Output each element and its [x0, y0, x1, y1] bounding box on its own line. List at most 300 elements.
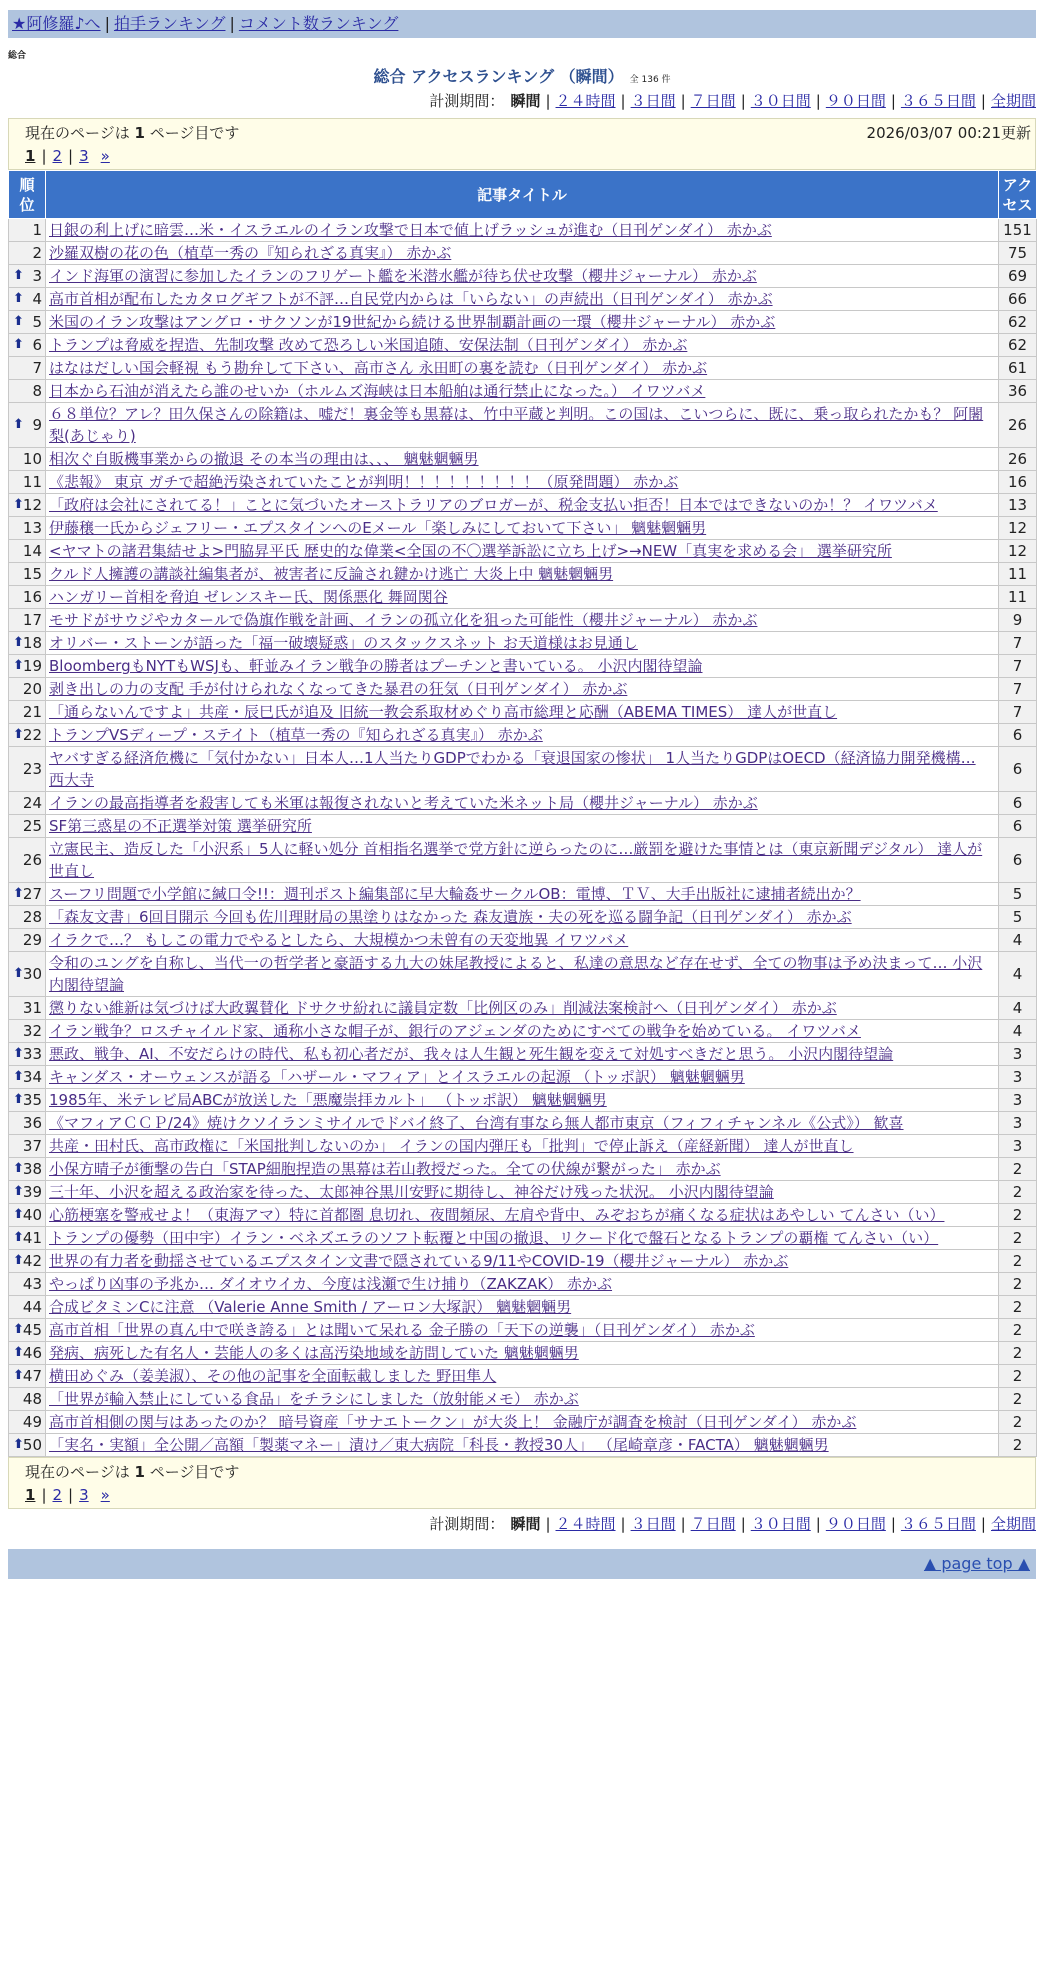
table-row: [9, 1043, 1037, 1066]
access-count: 2: [999, 1434, 1037, 1457]
article-title-link[interactable]: イラクで…？ もしこの電力でやるとしたら、大規模かつ未曾有の天変地異 イワツバメ: [49, 931, 629, 949]
title-cell: [46, 471, 999, 494]
title-cell: [46, 357, 999, 380]
article-title-link[interactable]: 《マフィアＣＣＰ/24》焼けクソイランミサイルでドバイ終了、台湾有事なら無人都市東京（フィフィチャンネル《公式》） 歓喜: [49, 1114, 904, 1132]
rank-cell: [9, 1388, 46, 1411]
pager-next[interactable]: »: [100, 147, 110, 165]
article-title-link[interactable]: スーフリ問題で小学館に緘口令!!：週刊ポスト編集部に早大輪姦サークルOB：電博、ＴＶ、大手出版社に逮捕者続出か？: [49, 885, 861, 903]
rank-number: 46: [22, 1344, 42, 1362]
rank-number: 28: [22, 908, 42, 926]
article-title-link[interactable]: モサドがサウジやカタールで偽旗作戦を計画、イランの孤立化を狙った可能性（櫻井ジャーナル） 赤かぶ: [49, 611, 758, 629]
rank-number: 34: [22, 1068, 42, 1086]
title-cell: [46, 1388, 999, 1411]
article-title-link[interactable]: イラン戦争？ロスチャイルド家、通称小さな帽子が、銀行のアジェンダのためにすべての戦争を始めている。 イワツバメ: [49, 1022, 861, 1040]
article-title-link[interactable]: 沙羅双樹の花の色（植草一秀の『知られざる真実』） 赤かぶ: [49, 244, 452, 262]
rank-number: 6: [32, 336, 42, 354]
updated-time: 2026/03/07 00:21更新: [866, 124, 1031, 142]
period-all[interactable]: 全期間: [990, 1515, 1036, 1533]
table-row: [9, 792, 1037, 815]
pager-page-3[interactable]: 3: [79, 1486, 89, 1504]
table-row: [9, 1273, 1037, 1296]
access-count: 151: [999, 219, 1037, 242]
table-row: [9, 883, 1037, 906]
table-row: [9, 1204, 1037, 1227]
title-cell: [46, 1273, 999, 1296]
rank-up-arrow-icon: ⬆: [13, 1230, 24, 1245]
rank-up-arrow-icon: ⬆: [13, 886, 24, 901]
rank-number: 29: [22, 931, 42, 949]
rank-cell: [9, 471, 46, 494]
period-current: 瞬間: [510, 92, 541, 110]
rank-up-arrow-icon: ⬆: [13, 497, 24, 512]
access-count: 7: [999, 678, 1037, 701]
title-cell: [46, 311, 999, 334]
title-cell: [46, 586, 999, 609]
comment-ranking-link[interactable]: コメント数ランキング: [238, 14, 399, 33]
access-count: 61: [999, 357, 1037, 380]
table-row: [9, 609, 1037, 632]
article-title-link[interactable]: 横田めぐみ（姜美淑）、その他の記事を全面転載しました 野田隼人: [49, 1367, 497, 1385]
rank-cell: [9, 929, 46, 952]
title-cell: [46, 838, 999, 883]
title-cell: [46, 1319, 999, 1342]
rank-cell: [9, 1020, 46, 1043]
rank-cell: [9, 563, 46, 586]
article-title-link[interactable]: トランプは脅威を捏造、先制攻撃 改めて恐ろしい米国追随、安保法制（日刊ゲンダイ） 赤かぶ: [49, 336, 688, 354]
rank-number: 12: [22, 496, 42, 514]
article-title-link[interactable]: やっぱり凶事の予兆か… ダイオウイカ、今度は浅瀬で生け捕り（ZAKZAK） 赤かぶ: [49, 1275, 613, 1293]
article-title-link[interactable]: ハンガリー首相を脅迫 ゼレンスキー氏、関係悪化 舞岡関谷: [49, 588, 448, 606]
article-title-link[interactable]: トランプVSディープ・ステイト（植草一秀の『知られざる真実』） 赤かぶ: [49, 726, 543, 744]
title-cell: [46, 883, 999, 906]
article-title-link[interactable]: SF第三惑星の不正選挙対策 選挙研究所: [49, 817, 312, 835]
rank-cell: [9, 1319, 46, 1342]
access-count: 75: [999, 242, 1037, 265]
period-24h[interactable]: ２４時間: [555, 1515, 616, 1533]
access-count: 6: [999, 724, 1037, 747]
title-cell: [46, 242, 999, 265]
title-cell: [46, 494, 999, 517]
rank-number: 7: [32, 359, 42, 377]
period-label: 計測期間：: [429, 92, 505, 110]
title-cell: [46, 1066, 999, 1089]
rank-cell: [9, 609, 46, 632]
title-cell: [46, 1204, 999, 1227]
rank-cell: [9, 288, 46, 311]
table-row: [9, 586, 1037, 609]
table-row: [9, 540, 1037, 563]
access-count: 2: [999, 1181, 1037, 1204]
rank-number: 4: [32, 290, 42, 308]
access-count: 3: [999, 1043, 1037, 1066]
table-row: [9, 1296, 1037, 1319]
rank-number: 22: [22, 726, 42, 744]
title-cell: [46, 792, 999, 815]
access-count: 2: [999, 1411, 1037, 1434]
article-title-link[interactable]: 日本から石油が消えたら誰のせいか（ホルムズ海峡は日本船舶は通行禁止になった。） イワツバメ: [49, 382, 706, 400]
article-title-link[interactable]: 「政府は会社にされてる！」ことに気づいたオーストラリアのブロガーが、税金支払い拒否！日本ではできないのか！？ イワツバメ: [49, 496, 938, 514]
article-title-link[interactable]: はなはだしい国会軽視 もう勘弁して下さい、高市さん 永田町の裏を読む（日刊ゲンダイ） 赤かぶ: [49, 359, 708, 377]
rank-cell: [9, 403, 46, 448]
article-title-link[interactable]: 悪政、戦争、AI、不安だらけの時代、私も初心者だが、我々は人生観と死生観を変えて対処すべきだと思う。 小沢内閣待望論: [49, 1045, 894, 1063]
article-title-link[interactable]: 「実名・実額」全公開／高額「製薬マネー」漬け／東大病院「科長・教授30人」 （尾崎章彦・FACTA） 魑魅魍魎男: [49, 1436, 829, 1454]
article-title-link[interactable]: 心筋梗塞を警戒せよ！（東海アマ）特に首都圏 息切れ、夜間頻尿、左肩や背中、みぞおちが痛くなる症状はあやしい てんさい（い）: [49, 1206, 945, 1224]
rank-number: 39: [22, 1183, 42, 1201]
access-count: 2: [999, 1250, 1037, 1273]
rank-cell: [9, 1135, 46, 1158]
nav-separator: |: [104, 14, 110, 33]
access-count: 3: [999, 1112, 1037, 1135]
nav-separator: |: [229, 14, 235, 33]
article-title-link[interactable]: 懲りない維新は気づけば大政翼賛化 ドサクサ紛れに議員定数「比例区のみ」削減法案検討へ（日刊ゲンダイ） 赤かぶ: [49, 999, 837, 1017]
rank-number: 13: [22, 519, 42, 537]
table-row: [9, 563, 1037, 586]
table-row: [9, 906, 1037, 929]
access-count: 3: [999, 1089, 1037, 1112]
title-cell: [46, 517, 999, 540]
access-count: 3: [999, 1135, 1037, 1158]
rank-number: 16: [22, 588, 42, 606]
title-cell: [46, 1181, 999, 1204]
article-title-link[interactable]: 高市首相が配布したカタログギフトが不評…自民党内からは「いらない」の声続出（日刊ゲンダイ） 赤かぶ: [49, 290, 773, 308]
period-90d[interactable]: ９０日間: [825, 1515, 886, 1533]
rank-up-arrow-icon: ⬆: [13, 417, 24, 432]
table-row: [9, 1434, 1037, 1457]
pager-next[interactable]: »: [100, 1486, 110, 1504]
article-title-link[interactable]: キャンダス・オーウェンスが語る「ハザール・マフィア」とイスラエルの起源 （トッポ訳） 魑魅魍魎男: [49, 1068, 745, 1086]
period-7d[interactable]: ７日間: [690, 1515, 736, 1533]
table-row: [9, 380, 1037, 403]
table-row: [9, 1135, 1037, 1158]
rank-up-arrow-icon: ⬆: [13, 1345, 24, 1360]
access-count: 2: [999, 1204, 1037, 1227]
period-label: 計測期間：: [429, 1515, 505, 1533]
rank-cell: [9, 997, 46, 1020]
period-7d[interactable]: ７日間: [690, 92, 736, 110]
rank-cell: [9, 883, 46, 906]
access-count: 4: [999, 952, 1037, 997]
access-count: 36: [999, 380, 1037, 403]
table-header-row: [9, 171, 1037, 219]
table-row: [9, 997, 1037, 1020]
access-count: 6: [999, 838, 1037, 883]
table-row: [9, 1089, 1037, 1112]
rank-cell: [9, 1181, 46, 1204]
rank-number: 14: [22, 542, 42, 560]
rank-number: 33: [22, 1045, 42, 1063]
title-cell: [46, 1296, 999, 1319]
period-30d[interactable]: ３０日間: [750, 1515, 811, 1533]
title-cell: [46, 929, 999, 952]
access-count: 2: [999, 1388, 1037, 1411]
access-count: 2: [999, 1273, 1037, 1296]
rank-cell: [9, 838, 46, 883]
rank-up-arrow-icon: ⬆: [13, 314, 24, 329]
title-cell: [46, 1135, 999, 1158]
page-title-line: [8, 64, 1036, 84]
article-title-link[interactable]: 1985年、米テレビ局ABCが放送した「悪魔崇拝カルト」 （トッポ訳） 魑魅魍魎男: [49, 1091, 607, 1109]
pager-page-2[interactable]: 2: [52, 1486, 63, 1504]
table-row: [9, 265, 1037, 288]
title-cell: [46, 1365, 999, 1388]
title-cell: [46, 1043, 999, 1066]
title-cell: [46, 1434, 999, 1457]
access-count: 2: [999, 1227, 1037, 1250]
rank-column-header: 順位: [9, 171, 46, 219]
access-count: 5: [999, 883, 1037, 906]
table-row: [9, 1250, 1037, 1273]
bottom-bar: [8, 1549, 1036, 1579]
rank-cell: [9, 1204, 46, 1227]
table-row: [9, 701, 1037, 724]
article-title-link[interactable]: 高市首相「世界の真ん中で咲き誇る」とは聞いて呆れる 金子勝の「天下の逆襲」（日刊ゲンダイ） 赤かぶ: [49, 1321, 755, 1339]
title-cell: [46, 288, 999, 311]
rank-number: 24: [22, 794, 42, 812]
rank-up-arrow-icon: ⬆: [13, 727, 24, 742]
rank-number: 20: [22, 680, 42, 698]
table-row: [9, 1342, 1037, 1365]
table-row: [9, 334, 1037, 357]
rank-cell: [9, 265, 46, 288]
table-row: [9, 1158, 1037, 1181]
access-count: 9: [999, 609, 1037, 632]
article-title-link[interactable]: 高市首相側の関与はあったのか？ 暗号資産「サナエトークン」が大炎上！ 金融庁が調査を検討（日刊ゲンダイ） 赤かぶ: [49, 1413, 857, 1431]
page-top-link[interactable]: ▲ page top ▲: [923, 1554, 1030, 1573]
rank-number: 40: [22, 1206, 42, 1224]
period-3d[interactable]: ３日間: [630, 1515, 676, 1533]
period-3d[interactable]: ３日間: [630, 92, 676, 110]
table-row: [9, 1411, 1037, 1434]
access-count: 12: [999, 540, 1037, 563]
pager-page-2[interactable]: 2: [52, 147, 63, 165]
rank-number: 9: [32, 416, 42, 434]
period-30d[interactable]: ３０日間: [750, 92, 811, 110]
rank-cell: [9, 655, 46, 678]
rank-up-arrow-icon: ⬆: [13, 1368, 24, 1383]
title-cell: [46, 334, 999, 357]
current-page-text: 現在のページは 1 ページ目です: [25, 124, 240, 142]
rank-up-arrow-icon: ⬆: [13, 291, 24, 306]
article-title-link[interactable]: 共産・田村氏、高市政権に「米国批判しないのか」 イランの国内弾圧も「批判」で停止訴え（産経新聞） 達人が世直し: [49, 1137, 854, 1155]
access-count: 6: [999, 792, 1037, 815]
rank-cell: [9, 1158, 46, 1181]
access-count: 4: [999, 929, 1037, 952]
title-cell: [46, 1158, 999, 1181]
title-cell: [46, 701, 999, 724]
pager-current: 1: [25, 147, 36, 165]
title-cell: [46, 1227, 999, 1250]
rank-number: 50: [22, 1436, 42, 1454]
table-row: [9, 1388, 1037, 1411]
access-count: 26: [999, 403, 1037, 448]
page-title: 総合 アクセスランキング （瞬間）: [373, 67, 624, 86]
ranking-body: [9, 219, 1037, 1457]
rank-number: 17: [22, 611, 42, 629]
article-title-link[interactable]: 発病、病死した有名人・芸能人の多くは高汚染地域を訪問していた 魑魅魍魎男: [49, 1344, 579, 1362]
rank-number: 11: [22, 473, 42, 491]
article-title-link[interactable]: クルド人擁護の講談社編集者が、被害者に反論され鍵かけ逃亡 大炎上中 魑魅魍魎男: [49, 565, 614, 583]
pager-bottom: 1 | 2 | 3 »: [25, 1486, 110, 1504]
rank-cell: [9, 632, 46, 655]
article-title-link[interactable]: 令和のユングを自称し、当代一の哲学者と豪語する九大の妹尾教授によると、私達の意思など存在せず、全ての物事は予め決まって… 小沢内閣待望論: [49, 954, 983, 994]
rank-up-arrow-icon: ⬆: [13, 966, 24, 981]
rank-cell: [9, 792, 46, 815]
title-cell: [46, 563, 999, 586]
article-title-link[interactable]: 「世界が輸入禁止にしている食品」をチラシにしました（放射能メモ） 赤かぶ: [49, 1390, 579, 1408]
table-row: [9, 1112, 1037, 1135]
article-title-link[interactable]: 伊藤穣一氏からジェフリー・エプスタインへのEメール「楽しみにしておいて下さい」 魑魅魍魎男: [49, 519, 707, 537]
rank-cell: [9, 380, 46, 403]
article-title-link[interactable]: 立憲民主、造反した「小沢系」5人に軽い処分 首相指名選挙で党方針に逆らったのに…厳罰を避けた事情とは（東京新聞デジタル） 達人が世直し: [49, 840, 983, 880]
rank-number: 3: [32, 267, 42, 285]
article-title-link[interactable]: オリバー・ストーンが語った「福一破壊疑惑」のスタックスネット お天道様はお見通し: [49, 634, 638, 652]
rank-cell: [9, 1273, 46, 1296]
rank-cell: [9, 815, 46, 838]
article-title-link[interactable]: ヤバすぎる経済危機に「気付かない」日本人…1人当たりGDPでわかる「衰退国家の惨状」 1人当たりGDPはOECD（経済協力開発機構… 西大寺: [49, 749, 976, 789]
table-row: [9, 448, 1037, 471]
title-cell: [46, 1089, 999, 1112]
rank-up-arrow-icon: ⬆: [13, 1184, 24, 1199]
rank-up-arrow-icon: ⬆: [13, 1069, 24, 1084]
access-count: 16: [999, 471, 1037, 494]
rank-number: 26: [22, 851, 42, 869]
clap-ranking-link[interactable]: 拍手ランキング: [113, 14, 226, 33]
rank-cell: [9, 1296, 46, 1319]
rank-up-arrow-icon: ⬆: [13, 658, 24, 673]
rank-number: 37: [22, 1137, 42, 1155]
rank-number: 15: [22, 565, 42, 583]
rank-number: 32: [22, 1022, 42, 1040]
rank-number: 5: [32, 313, 42, 331]
article-title-link[interactable]: 三十年、小沢を超える政治家を待った、太郎神谷黒川安野に期待し、神谷だけ残った状況。 小沢内閣待望論: [49, 1183, 774, 1201]
access-count: 11: [999, 563, 1037, 586]
access-count: 4: [999, 1020, 1037, 1043]
rank-cell: [9, 242, 46, 265]
rank-number: 47: [22, 1367, 42, 1385]
access-count: 3: [999, 1066, 1037, 1089]
title-cell: [46, 448, 999, 471]
access-count: 11: [999, 586, 1037, 609]
article-title-link[interactable]: インド海軍の演習に参加したイランのフリゲート艦を米潜水艦が待ち伏せ攻撃（櫻井ジャーナル） 赤かぶ: [49, 267, 757, 285]
rank-number: 45: [22, 1321, 42, 1339]
rank-number: 1: [32, 221, 42, 239]
article-title-link[interactable]: 合成ビタミンCに注意 （Valerie Anne Smith / アーロン大塚訳） 魑魅魍魎男: [49, 1298, 572, 1316]
article-title-link[interactable]: 世界の有力者を動揺させているエプスタイン文書で隠されている9/11やCOVID-19（櫻井ジャーナル） 赤かぶ: [49, 1252, 789, 1270]
title-cell: [46, 952, 999, 997]
rank-number: 42: [22, 1252, 42, 1270]
rank-number: 27: [22, 885, 42, 903]
title-column-header: 記事タイトル: [46, 171, 999, 219]
title-cell: [46, 540, 999, 563]
access-count: 4: [999, 997, 1037, 1020]
title-cell: [46, 632, 999, 655]
title-cell: [46, 1342, 999, 1365]
period-all[interactable]: 全期間: [990, 92, 1036, 110]
table-row: [9, 838, 1037, 883]
title-cell: [46, 1112, 999, 1135]
table-row: [9, 1319, 1037, 1342]
article-title-link[interactable]: 小保方晴子が衝撃の告白「STAP細胞捏造の黒幕は若山教授だった。全ての伏線が繋がった」 赤かぶ: [49, 1160, 721, 1178]
rank-cell: [9, 311, 46, 334]
home-link[interactable]: ★阿修羅♪へ: [12, 14, 101, 33]
rank-cell: [9, 540, 46, 563]
table-row: [9, 632, 1037, 655]
access-count: 2: [999, 1158, 1037, 1181]
total-count: 全 136 件: [629, 75, 671, 85]
page-info-bottom: [8, 1457, 1036, 1509]
rank-cell: [9, 1434, 46, 1457]
table-row: [9, 1020, 1037, 1043]
period-365d[interactable]: ３６５日間: [900, 1515, 976, 1533]
rank-up-arrow-icon: ⬆: [13, 1253, 24, 1268]
title-cell: [46, 1020, 999, 1043]
table-row: [9, 815, 1037, 838]
rank-number: 2: [32, 244, 42, 262]
rank-up-arrow-icon: ⬆: [13, 1437, 24, 1452]
rank-cell: [9, 701, 46, 724]
rank-cell: [9, 724, 46, 747]
article-title-link[interactable]: イランの最高指導者を殺害しても米軍は報復されないと考えていた米ネット局（櫻井ジャーナル） 赤かぶ: [49, 794, 758, 812]
article-title-link[interactable]: トランプの優勢（田中宇）イラン・ベネズエラのソフト転覆と中国の撤退、リクード化で盤石となるトランプの覇権 てんさい（い）: [49, 1229, 939, 1247]
title-cell: [46, 219, 999, 242]
pager-page-3[interactable]: 3: [79, 147, 89, 165]
rank-number: 49: [22, 1413, 42, 1431]
period-365d[interactable]: ３６５日間: [900, 92, 976, 110]
rank-up-arrow-icon: ⬆: [13, 1207, 24, 1222]
rank-cell: [9, 747, 46, 792]
article-title-link[interactable]: 米国のイラン攻撃はアングロ・サクソンが19世紀から続ける世界制覇計画の一環（櫻井ジャーナル） 赤かぶ: [49, 313, 776, 331]
rank-cell: [9, 952, 46, 997]
article-title-link[interactable]: 剥き出しの力の支配 手が付けられなくなってきた暴君の狂気（日刊ゲンダイ） 赤かぶ: [49, 680, 628, 698]
access-count: 2: [999, 1319, 1037, 1342]
rank-cell: [9, 448, 46, 471]
access-count: 2: [999, 1365, 1037, 1388]
table-row: [9, 242, 1037, 265]
table-row: [9, 1365, 1037, 1388]
title-cell: [46, 265, 999, 288]
access-count: 7: [999, 701, 1037, 724]
title-cell: [46, 403, 999, 448]
table-row: [9, 952, 1037, 997]
period-90d[interactable]: ９０日間: [825, 92, 886, 110]
article-title-link[interactable]: 《悲報》 東京 ガチで超絶汚染されていたことが判明！！！！！！！！！（原発問題） 赤かぶ: [49, 473, 679, 491]
title-cell: [46, 609, 999, 632]
category-label: 総合: [8, 51, 27, 61]
table-row: [9, 357, 1037, 380]
rank-cell: [9, 586, 46, 609]
rank-number: 8: [32, 382, 42, 400]
article-title-link[interactable]: BloombergもNYTもWSJも、軒並みイラン戦争の勝者はプーチンと書いている。 小沢内閣待望論: [49, 657, 703, 675]
rank-up-arrow-icon: ⬆: [13, 635, 24, 650]
rank-number: 43: [22, 1275, 42, 1293]
article-title-link[interactable]: 日銀の利上げに暗雲…米・イスラエルのイラン攻撃で日本で値上げラッシュが進む（日刊ゲンダイ） 赤かぶ: [49, 221, 772, 239]
title-cell: [46, 655, 999, 678]
rank-cell: [9, 1342, 46, 1365]
access-count: 69: [999, 265, 1037, 288]
article-title-link[interactable]: 「通らないんですよ」共産・辰巳氏が追及 旧統一教会系取材めぐり高市総理と応酬（ABEMA TIMES） 達人が世直し: [49, 703, 838, 721]
article-title-link[interactable]: 相次ぐ自販機事業からの撤退 その本当の理由は、、、 魑魅魍魎男: [49, 450, 479, 468]
table-row: [9, 288, 1037, 311]
article-title-link[interactable]: <ヤマトの諸君集結せよ>門脇昇平氏 歴史的な偉業<全国の不〇選挙訴訟に立ち上げ>→NEW「真実を求める会」 選挙研究所: [49, 542, 892, 560]
article-title-link[interactable]: ６８単位？アレ？田久保さんの除籍は、嘘だ！裏金等も黒幕は、竹中平蔵と判明。この国は、こいつらに、既に、乗っ取られたかも？ 阿闍梨(あじゃり): [49, 405, 984, 445]
title-cell: [46, 747, 999, 792]
table-row: [9, 403, 1037, 448]
table-row: [9, 219, 1037, 242]
period-24h[interactable]: ２４時間: [555, 92, 616, 110]
rank-number: 44: [22, 1298, 42, 1316]
access-count: 2: [999, 1296, 1037, 1319]
article-title-link[interactable]: 「森友文書」6回目開示 今回も佐川理財局の黒塗りはなかった 森友遺族・夫の死を巡る闘争記（日刊ゲンダイ） 赤かぶ: [49, 908, 852, 926]
